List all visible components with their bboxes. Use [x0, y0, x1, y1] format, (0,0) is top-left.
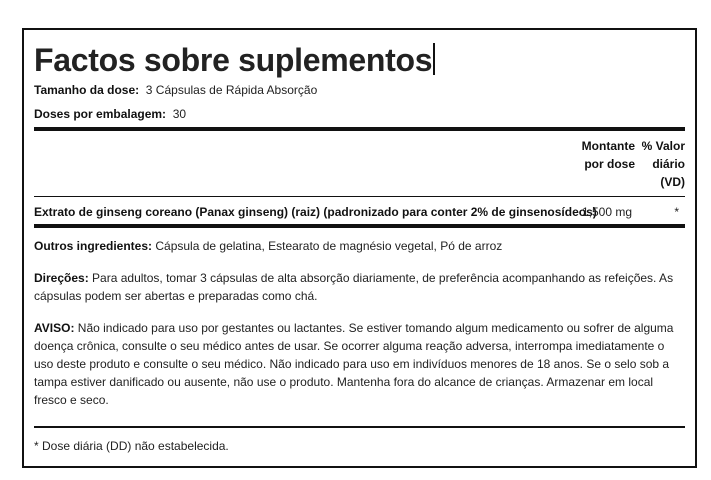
footnote: * Dose diária (DD) não estabelecida.: [34, 439, 229, 453]
other-ingredients: [34, 237, 683, 255]
divider-thin: [34, 196, 685, 197]
warning-label: AVISO:: [34, 321, 75, 335]
panel-title-text: Factos sobre suplementos: [34, 42, 433, 78]
divider-thick-top: [34, 127, 685, 131]
dv-header-line1: % Valor: [641, 139, 685, 153]
serving-size: [34, 82, 317, 98]
supplement-facts-panel: [22, 28, 697, 468]
directions-text: Para adultos, tomar 3 cápsulas de alta absorção diariamente, de preferência acompanhando as refeições. As cápsulas podem ser abertas e preparadas como chá.: [34, 271, 674, 303]
warning: [34, 319, 683, 409]
ingredient-name: Extrato de ginseng coreano (Panax ginseng) (raiz) (padronizado para conter 2% de ginsenosídeos): [34, 205, 597, 219]
other-ingredients-text: Cápsula de gelatina, Estearato de magnésio vegetal, Pó de arroz: [155, 239, 503, 253]
divider-thick-mid: [34, 224, 685, 228]
servings-per-container: [34, 106, 186, 122]
column-header-daily-value: [639, 137, 685, 191]
divider-bottom: [34, 426, 685, 428]
directions-label: Direções:: [34, 271, 89, 285]
dv-header-line3: (VD): [660, 175, 685, 189]
amount-header-line2: por dose: [584, 157, 635, 171]
amount-header-line1: Montante: [581, 139, 635, 153]
column-header-amount: [575, 137, 635, 173]
servings-per-container-value: 30: [172, 107, 187, 121]
warning-text: Não indicado para uso por gestantes ou lactantes. Se estiver tomando algum medicamento ou sofrer de alguma doença crônica, consulte o seu médico antes de usar. Se ocorrer alguma reação adversa, interrompa imediatamente o uso deste produto e consulte o seu médico. Não indicado para uso em indivíduos menores de 18 anos. Se o selo sob a tampa estiver danificado ou ausente, não use o produto. Mantenha fora do alcance de crianças. Armazenar em local fresco e seco.: [34, 321, 674, 407]
dv-header-line2: diário: [652, 157, 685, 171]
servings-per-container-label: Doses por embalagem:: [34, 107, 167, 121]
directions: [34, 269, 683, 305]
ingredient-daily-value: *: [674, 205, 679, 219]
other-ingredients-label: Outros ingredientes:: [34, 239, 153, 253]
panel-title[interactable]: [34, 40, 435, 80]
serving-size-label: Tamanho da dose:: [34, 83, 140, 97]
serving-size-value: 3 Cápsulas de Rápida Absorção: [145, 83, 318, 97]
ingredient-row: [34, 203, 685, 221]
ingredient-amount: 1,500 mg: [582, 205, 633, 219]
text-cursor: [433, 43, 435, 75]
